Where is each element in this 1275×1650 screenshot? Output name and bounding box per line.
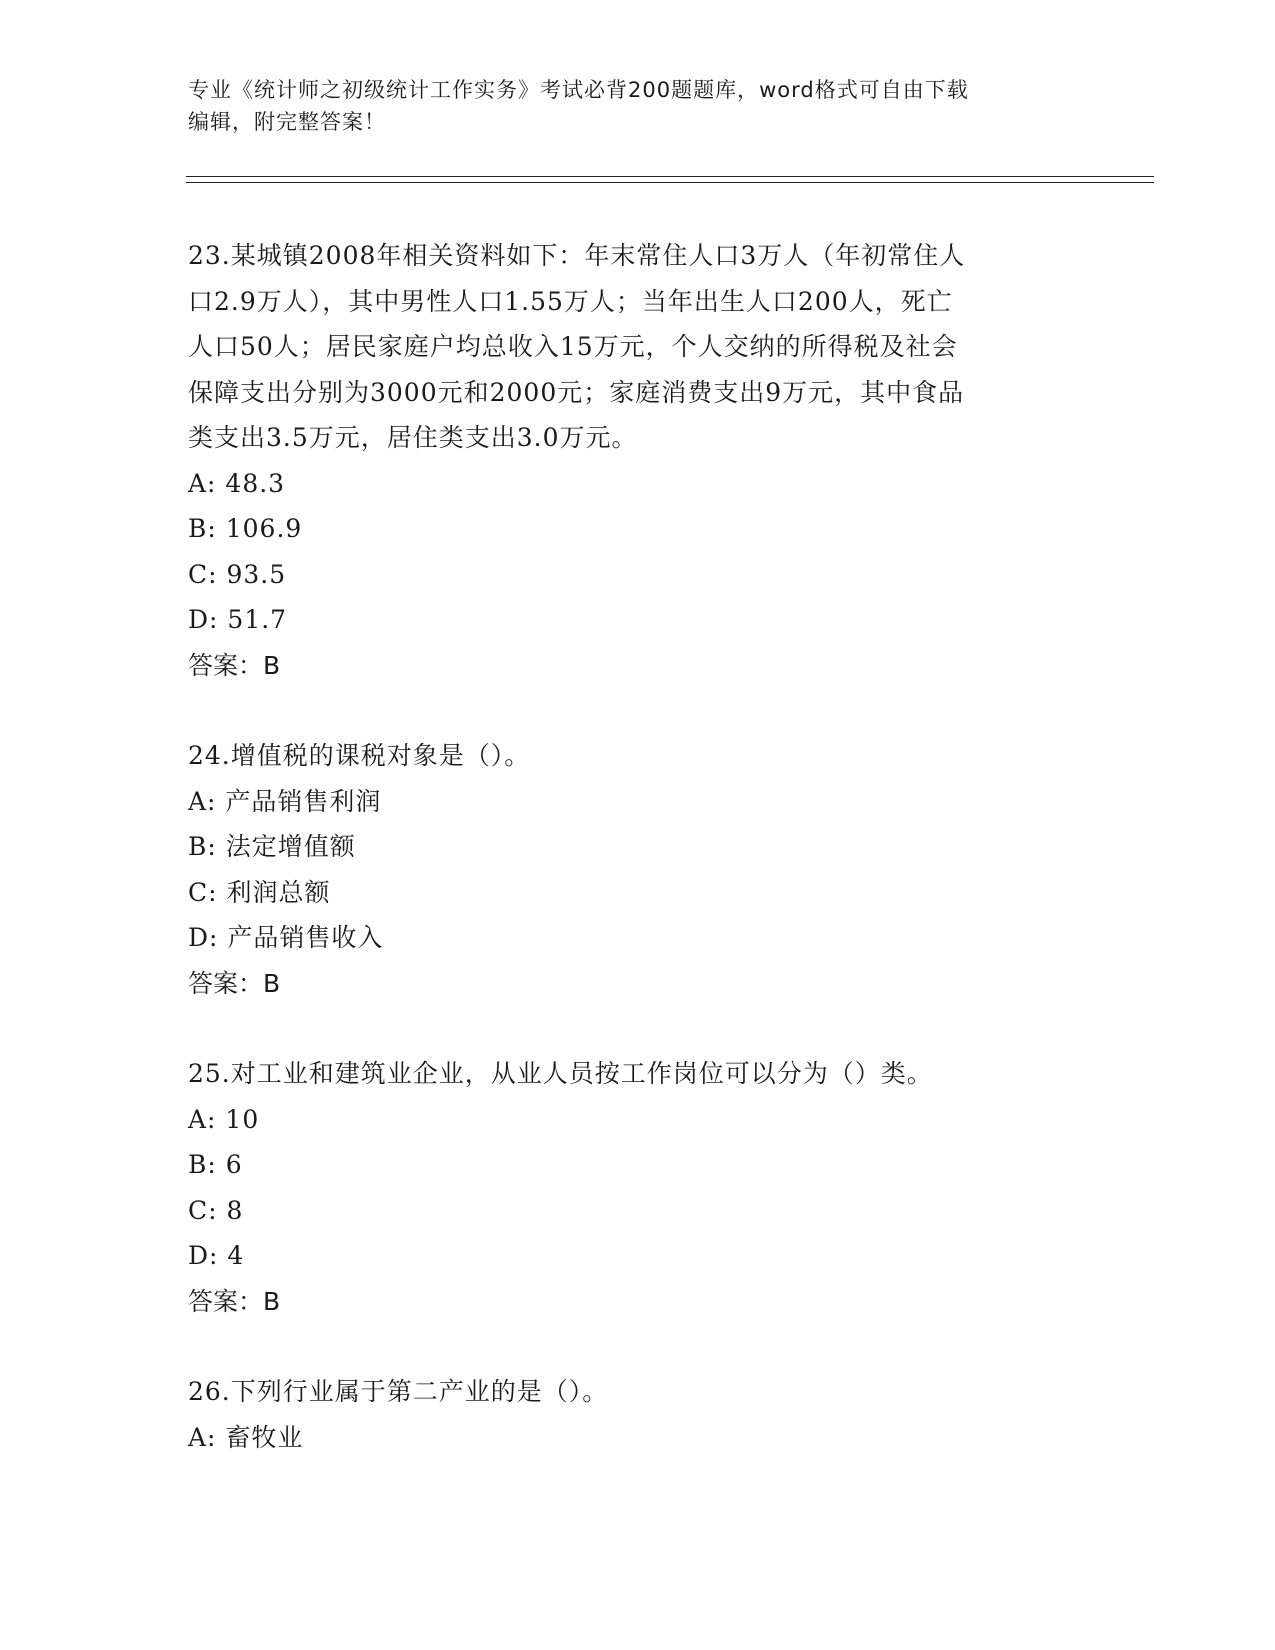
option-b: B: 106.9 [188, 514, 303, 543]
stem-line: 保障支出分别为3000元和2000元；家庭消费支出9万元，其中食品 [188, 377, 965, 407]
answer: 答案：B [188, 968, 281, 998]
stem-line: 人口50人；居民家庭户均总收入15万元，个人交纳的所得税及社会 [188, 332, 958, 361]
answer: 答案：B [188, 1286, 281, 1316]
answer: 答案：B [188, 650, 281, 680]
question-23 [188, 233, 1088, 688]
header-line: 编辑，附完整答案！ [188, 110, 386, 134]
option-b: B: 6 [188, 1150, 243, 1179]
option-a: A: 48.3 [188, 468, 286, 498]
header-line: 专业《统计师之初级统计工作实务》考试必背200题题库，word格式可自由下载 [188, 78, 969, 102]
option-c: C: 8 [188, 1195, 244, 1225]
option-a: A: 产品销售利润 [188, 786, 382, 816]
option-b: B: 法定增值额 [188, 832, 356, 861]
option-d: D: 51.7 [188, 605, 288, 634]
question-stem [188, 1051, 1088, 1097]
option-d: D: 4 [188, 1241, 245, 1270]
question-stem [188, 1369, 1088, 1415]
header-divider [186, 176, 1154, 183]
question-list [188, 233, 1088, 1505]
stem-line: 类支出3.5万元，居住类支出3.0万元。 [188, 423, 638, 452]
option-a: A: 10 [188, 1104, 260, 1134]
option-d: D: 产品销售收入 [188, 923, 384, 952]
option-a: A: 畜牧业 [188, 1422, 304, 1452]
stem-line: 口2.9万人），其中男性人口1.55万人；当年出生人口200人，死亡 [188, 286, 953, 316]
question-stem [188, 233, 1088, 461]
stem-line: 24.增值税的课税对象是（）。 [188, 741, 531, 770]
question-25 [188, 1051, 1088, 1324]
document-header [188, 74, 1068, 138]
stem-line: 25.对工业和建筑业企业，从业人员按工作岗位可以分为（）类。 [188, 1059, 933, 1088]
question-24 [188, 733, 1088, 1006]
option-c: C: 93.5 [188, 559, 287, 589]
option-c: C: 利润总额 [188, 877, 331, 907]
question-stem [188, 733, 1088, 779]
stem-line: 23.某城镇2008年相关资料如下：年末常住人口3万人（年初常住人 [188, 241, 966, 270]
stem-line: 26.下列行业属于第二产业的是（）。 [188, 1377, 609, 1406]
question-26 [188, 1369, 1088, 1460]
